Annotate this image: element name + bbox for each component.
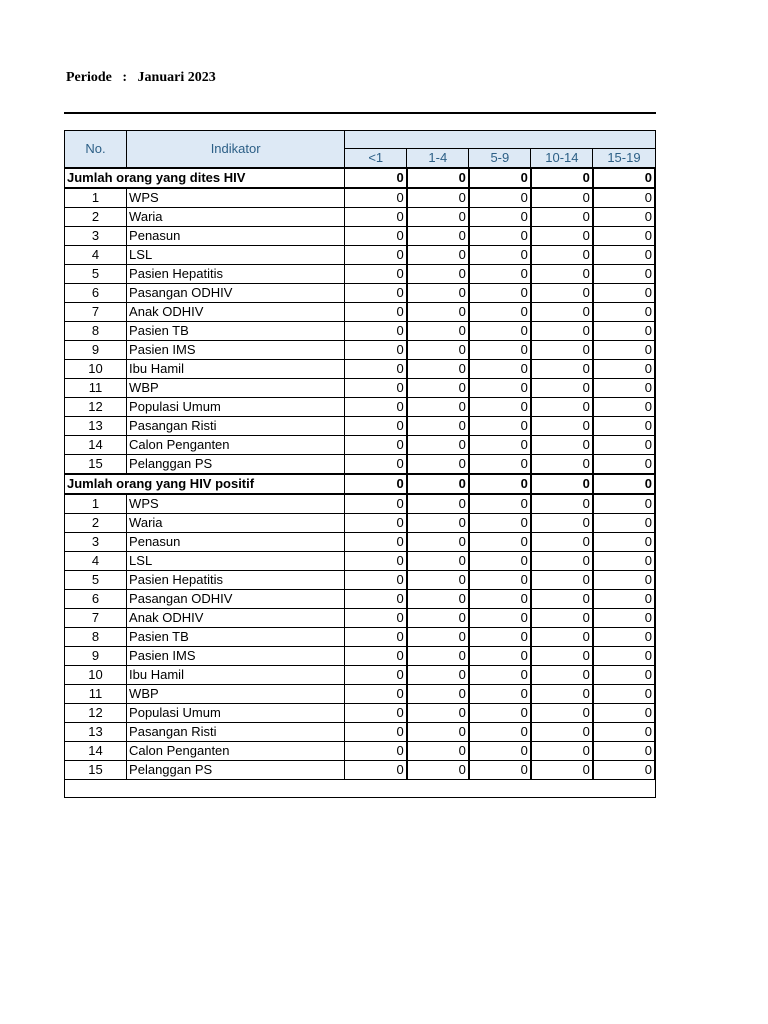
column-header-age: 10-14	[531, 149, 593, 169]
row-number: 4	[65, 552, 127, 571]
row-value-cell: 0	[593, 514, 655, 533]
row-indikator: WPS	[127, 494, 345, 514]
row-value-cell: 0	[531, 188, 593, 208]
row-number: 7	[65, 303, 127, 322]
row-value-cell: 0	[345, 227, 407, 246]
row-indikator: Populasi Umum	[127, 704, 345, 723]
section-total-cell: 0	[593, 168, 655, 188]
row-value-cell: 0	[531, 609, 593, 628]
row-value-cell: 0	[407, 246, 469, 265]
row-value-cell: 0	[407, 284, 469, 303]
row-value-cell: 0	[469, 436, 531, 455]
row-value-cell: 0	[407, 417, 469, 436]
section-total-cell: 0	[407, 168, 469, 188]
row-value-cell: 0	[469, 571, 531, 590]
row-value-cell: 0	[469, 609, 531, 628]
sheet-top-border	[64, 112, 656, 114]
row-value-cell: 0	[407, 609, 469, 628]
row-value-cell: 0	[345, 398, 407, 417]
row-value-cell: 0	[407, 742, 469, 761]
row-value-cell: 0	[407, 723, 469, 742]
row-value-cell: 0	[593, 609, 655, 628]
row-value-cell: 0	[593, 265, 655, 284]
row-indikator: Pasien TB	[127, 322, 345, 341]
row-indikator: Penasun	[127, 533, 345, 552]
row-value-cell: 0	[531, 704, 593, 723]
row-number: 15	[65, 455, 127, 475]
row-number: 14	[65, 742, 127, 761]
row-value-cell: 0	[593, 685, 655, 704]
row-value-cell: 0	[407, 436, 469, 455]
row-value-cell: 0	[531, 322, 593, 341]
row-number: 6	[65, 284, 127, 303]
table-row	[65, 609, 656, 628]
row-value-cell: 0	[593, 628, 655, 647]
table-row	[65, 628, 656, 647]
row-value-cell: 0	[531, 628, 593, 647]
row-value-cell: 0	[345, 742, 407, 761]
row-value-cell: 0	[469, 341, 531, 360]
row-number: 10	[65, 666, 127, 685]
row-value-cell: 0	[531, 761, 593, 780]
row-value-cell: 0	[531, 685, 593, 704]
row-value-cell: 0	[345, 761, 407, 780]
row-value-cell: 0	[593, 590, 655, 609]
row-value-cell: 0	[345, 284, 407, 303]
row-value-cell: 0	[407, 552, 469, 571]
row-value-cell: 0	[469, 303, 531, 322]
periode-label: Periode	[66, 70, 112, 85]
row-value-cell: 0	[531, 379, 593, 398]
row-value-cell: 0	[407, 360, 469, 379]
row-value-cell: 0	[469, 265, 531, 284]
row-indikator: Calon Penganten	[127, 742, 345, 761]
table-row	[65, 552, 656, 571]
row-value-cell: 0	[531, 647, 593, 666]
row-value-cell: 0	[469, 704, 531, 723]
table-row	[65, 417, 656, 436]
row-indikator: LSL	[127, 246, 345, 265]
column-header-age: <1	[345, 149, 407, 169]
row-number: 9	[65, 341, 127, 360]
section-total-cell: 0	[345, 474, 407, 494]
row-indikator: Populasi Umum	[127, 398, 345, 417]
row-number: 8	[65, 322, 127, 341]
table-row	[65, 227, 656, 246]
row-value-cell: 0	[407, 514, 469, 533]
row-indikator: Pasien Hepatitis	[127, 265, 345, 284]
row-value-cell: 0	[469, 246, 531, 265]
row-value-cell: 0	[531, 494, 593, 514]
row-value-cell: 0	[469, 742, 531, 761]
row-number: 5	[65, 265, 127, 284]
row-value-cell: 0	[345, 590, 407, 609]
table-row	[65, 723, 656, 742]
row-value-cell: 0	[407, 494, 469, 514]
row-value-cell: 0	[345, 265, 407, 284]
row-value-cell: 0	[469, 723, 531, 742]
row-indikator: Ibu Hamil	[127, 666, 345, 685]
row-value-cell: 0	[345, 609, 407, 628]
row-value-cell: 0	[345, 436, 407, 455]
row-number: 2	[65, 208, 127, 227]
row-value-cell: 0	[531, 398, 593, 417]
row-value-cell: 0	[469, 360, 531, 379]
row-value-cell: 0	[469, 322, 531, 341]
row-value-cell: 0	[593, 303, 655, 322]
age-group-header	[345, 131, 655, 149]
column-header-age: 5-9	[469, 149, 531, 169]
row-value-cell: 0	[345, 533, 407, 552]
row-value-cell: 0	[469, 227, 531, 246]
row-value-cell: 0	[469, 514, 531, 533]
table-row	[65, 666, 656, 685]
table-row	[65, 341, 656, 360]
row-value-cell: 0	[407, 571, 469, 590]
row-value-cell: 0	[407, 704, 469, 723]
row-indikator: Pasien Hepatitis	[127, 571, 345, 590]
row-value-cell: 0	[531, 360, 593, 379]
row-value-cell: 0	[593, 723, 655, 742]
row-value-cell: 0	[531, 436, 593, 455]
table-row	[65, 360, 656, 379]
row-value-cell: 0	[531, 341, 593, 360]
row-value-cell: 0	[593, 341, 655, 360]
table-row	[65, 571, 656, 590]
row-value-cell: 0	[593, 398, 655, 417]
row-indikator: Waria	[127, 514, 345, 533]
table-row	[65, 322, 656, 341]
row-value-cell: 0	[469, 590, 531, 609]
row-value-cell: 0	[593, 188, 655, 208]
row-number: 11	[65, 685, 127, 704]
row-number: 10	[65, 360, 127, 379]
row-value-cell: 0	[469, 685, 531, 704]
row-value-cell: 0	[531, 246, 593, 265]
row-indikator: Pasangan Risti	[127, 417, 345, 436]
row-value-cell: 0	[407, 379, 469, 398]
row-value-cell: 0	[593, 704, 655, 723]
column-header-indikator: Indikator	[127, 131, 345, 169]
section-total-cell: 0	[407, 474, 469, 494]
row-value-cell: 0	[593, 436, 655, 455]
row-value-cell: 0	[345, 322, 407, 341]
row-indikator: Pasien IMS	[127, 647, 345, 666]
table-row	[65, 455, 656, 475]
row-value-cell: 0	[345, 341, 407, 360]
row-value-cell: 0	[531, 533, 593, 552]
row-value-cell: 0	[407, 341, 469, 360]
row-indikator: Pasien TB	[127, 628, 345, 647]
row-value-cell: 0	[345, 552, 407, 571]
row-value-cell: 0	[531, 742, 593, 761]
row-value-cell: 0	[593, 417, 655, 436]
row-value-cell: 0	[469, 666, 531, 685]
row-value-cell: 0	[345, 208, 407, 227]
row-value-cell: 0	[593, 742, 655, 761]
row-value-cell: 0	[531, 417, 593, 436]
row-value-cell: 0	[593, 208, 655, 227]
table-row	[65, 398, 656, 417]
row-value-cell: 0	[531, 455, 593, 475]
row-value-cell: 0	[345, 647, 407, 666]
section-total-cell: 0	[469, 168, 531, 188]
row-value-cell: 0	[531, 552, 593, 571]
table-row	[65, 265, 656, 284]
row-value-cell: 0	[407, 666, 469, 685]
row-number: 13	[65, 723, 127, 742]
section-total-row	[65, 474, 656, 494]
row-value-cell: 0	[345, 303, 407, 322]
periode-value: Januari 2023	[137, 70, 216, 85]
row-value-cell: 0	[469, 455, 531, 475]
row-indikator: Pelanggan PS	[127, 455, 345, 475]
row-value-cell: 0	[593, 552, 655, 571]
row-value-cell: 0	[593, 360, 655, 379]
row-indikator: Penasun	[127, 227, 345, 246]
section-total-cell: 0	[531, 474, 593, 494]
row-value-cell: 0	[593, 455, 655, 475]
row-value-cell: 0	[407, 761, 469, 780]
table-row	[65, 647, 656, 666]
row-value-cell: 0	[531, 666, 593, 685]
row-number: 13	[65, 417, 127, 436]
row-value-cell: 0	[593, 533, 655, 552]
table-row	[65, 685, 656, 704]
row-indikator: Pasien IMS	[127, 341, 345, 360]
row-value-cell: 0	[469, 628, 531, 647]
row-value-cell: 0	[345, 723, 407, 742]
column-header-age: 1-4	[407, 149, 469, 169]
table-row	[65, 436, 656, 455]
table-body	[65, 168, 656, 798]
row-value-cell: 0	[407, 322, 469, 341]
row-value-cell: 0	[407, 590, 469, 609]
table-row	[65, 761, 656, 780]
row-number: 3	[65, 227, 127, 246]
row-number: 12	[65, 704, 127, 723]
table-row	[65, 208, 656, 227]
row-value-cell: 0	[469, 533, 531, 552]
periode-line	[66, 70, 216, 86]
section-total-cell: 0	[345, 168, 407, 188]
row-value-cell: 0	[345, 514, 407, 533]
table-row	[65, 188, 656, 208]
row-value-cell: 0	[345, 455, 407, 475]
row-value-cell: 0	[407, 303, 469, 322]
row-indikator: WPS	[127, 188, 345, 208]
row-number: 5	[65, 571, 127, 590]
row-value-cell: 0	[345, 704, 407, 723]
row-value-cell: 0	[407, 685, 469, 704]
section-title: Jumlah orang yang dites HIV	[65, 168, 345, 188]
table-row	[65, 246, 656, 265]
row-value-cell: 0	[593, 284, 655, 303]
section-total-cell: 0	[531, 168, 593, 188]
row-value-cell: 0	[407, 647, 469, 666]
table-row	[65, 514, 656, 533]
row-value-cell: 0	[469, 417, 531, 436]
row-number: 1	[65, 188, 127, 208]
row-value-cell: 0	[593, 246, 655, 265]
row-value-cell: 0	[531, 723, 593, 742]
row-number: 14	[65, 436, 127, 455]
table-row	[65, 742, 656, 761]
row-indikator: WBP	[127, 379, 345, 398]
row-value-cell: 0	[469, 379, 531, 398]
row-value-cell: 0	[531, 227, 593, 246]
section-total-row	[65, 168, 656, 188]
row-value-cell: 0	[407, 628, 469, 647]
row-number: 2	[65, 514, 127, 533]
row-indikator: Ibu Hamil	[127, 360, 345, 379]
section-title: Jumlah orang yang HIV positif	[65, 474, 345, 494]
table-row	[65, 590, 656, 609]
row-value-cell: 0	[345, 628, 407, 647]
row-value-cell: 0	[469, 552, 531, 571]
row-value-cell: 0	[531, 571, 593, 590]
row-value-cell: 0	[593, 571, 655, 590]
periode-separator: :	[122, 70, 128, 85]
row-value-cell: 0	[345, 379, 407, 398]
row-value-cell: 0	[593, 379, 655, 398]
row-indikator: Waria	[127, 208, 345, 227]
row-indikator: LSL	[127, 552, 345, 571]
row-indikator: Pasangan Risti	[127, 723, 345, 742]
row-number: 15	[65, 761, 127, 780]
row-number: 8	[65, 628, 127, 647]
report-sheet	[64, 112, 656, 804]
column-header-age: 15-19	[593, 149, 655, 169]
table-row	[65, 379, 656, 398]
row-value-cell: 0	[345, 666, 407, 685]
row-indikator: Calon Penganten	[127, 436, 345, 455]
row-value-cell: 0	[593, 761, 655, 780]
table-row	[65, 303, 656, 322]
table-row	[65, 494, 656, 514]
row-value-cell: 0	[469, 494, 531, 514]
row-value-cell: 0	[593, 322, 655, 341]
row-value-cell: 0	[407, 188, 469, 208]
table-row	[65, 704, 656, 723]
row-value-cell: 0	[531, 590, 593, 609]
report-table	[64, 130, 656, 798]
row-value-cell: 0	[407, 455, 469, 475]
row-value-cell: 0	[593, 647, 655, 666]
row-value-cell: 0	[345, 685, 407, 704]
row-indikator: Anak ODHIV	[127, 609, 345, 628]
row-number: 7	[65, 609, 127, 628]
row-indikator: Pasangan ODHIV	[127, 590, 345, 609]
row-value-cell: 0	[345, 360, 407, 379]
footer-gap-cell	[65, 780, 656, 798]
table-footer-gap	[65, 780, 656, 798]
row-value-cell: 0	[407, 227, 469, 246]
row-number: 3	[65, 533, 127, 552]
row-value-cell: 0	[407, 398, 469, 417]
row-value-cell: 0	[469, 761, 531, 780]
row-value-cell: 0	[345, 417, 407, 436]
row-value-cell: 0	[593, 227, 655, 246]
row-value-cell: 0	[531, 208, 593, 227]
row-value-cell: 0	[593, 494, 655, 514]
row-value-cell: 0	[531, 284, 593, 303]
row-value-cell: 0	[407, 208, 469, 227]
row-indikator: Pelanggan PS	[127, 761, 345, 780]
row-value-cell: 0	[345, 246, 407, 265]
row-value-cell: 0	[531, 265, 593, 284]
row-indikator: Anak ODHIV	[127, 303, 345, 322]
row-value-cell: 0	[407, 265, 469, 284]
row-value-cell: 0	[345, 571, 407, 590]
row-value-cell: 0	[593, 666, 655, 685]
row-value-cell: 0	[531, 303, 593, 322]
row-value-cell: 0	[345, 188, 407, 208]
header-row-top	[65, 131, 656, 149]
row-value-cell: 0	[407, 533, 469, 552]
row-indikator: WBP	[127, 685, 345, 704]
table-row	[65, 284, 656, 303]
section-total-cell: 0	[593, 474, 655, 494]
row-number: 4	[65, 246, 127, 265]
row-indikator: Pasangan ODHIV	[127, 284, 345, 303]
row-value-cell: 0	[469, 398, 531, 417]
row-value-cell: 0	[469, 188, 531, 208]
row-value-cell: 0	[469, 208, 531, 227]
row-value-cell: 0	[469, 284, 531, 303]
row-value-cell: 0	[531, 514, 593, 533]
column-header-no: No.	[65, 131, 127, 169]
row-number: 12	[65, 398, 127, 417]
row-number: 9	[65, 647, 127, 666]
row-number: 6	[65, 590, 127, 609]
section-total-cell: 0	[469, 474, 531, 494]
table-row	[65, 533, 656, 552]
row-value-cell: 0	[345, 494, 407, 514]
row-value-cell: 0	[469, 647, 531, 666]
row-number: 1	[65, 494, 127, 514]
row-number: 11	[65, 379, 127, 398]
